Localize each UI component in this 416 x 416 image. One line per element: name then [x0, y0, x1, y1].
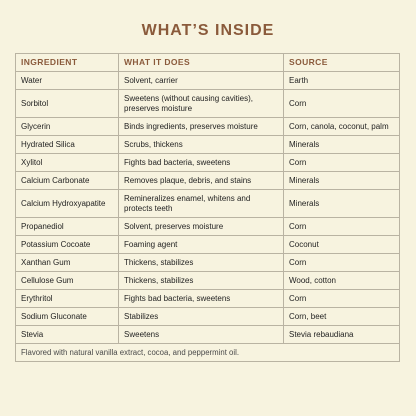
source-cell: Corn, canola, coconut, palm — [284, 118, 400, 136]
ingredient-cell: Calcium Hydroxyapatite — [16, 190, 119, 218]
column-header-source: SOURCE — [284, 54, 400, 72]
function-cell: Scrubs, thickens — [119, 136, 284, 154]
source-cell: Corn — [284, 254, 400, 272]
function-cell: Fights bad bacteria, sweetens — [119, 154, 284, 172]
source-cell: Minerals — [284, 190, 400, 218]
footnote-row — [16, 344, 400, 362]
ingredient-cell: Water — [16, 72, 119, 90]
source-cell: Earth — [284, 72, 400, 90]
table-header-row — [16, 54, 400, 72]
table-row — [16, 236, 400, 254]
column-header-ingredient: INGREDIENT — [16, 54, 119, 72]
table-row — [16, 326, 400, 344]
ingredient-cell: Hydrated Silica — [16, 136, 119, 154]
table-row — [16, 154, 400, 172]
function-cell: Solvent, preserves moisture — [119, 218, 284, 236]
table-row — [16, 190, 400, 218]
table-row — [16, 290, 400, 308]
source-cell: Corn — [284, 290, 400, 308]
ingredient-cell: Potassium Cocoate — [16, 236, 119, 254]
function-cell: Thickens, stabilizes — [119, 254, 284, 272]
function-cell: Fights bad bacteria, sweetens — [119, 290, 284, 308]
table-row — [16, 272, 400, 290]
ingredient-cell: Xanthan Gum — [16, 254, 119, 272]
source-cell: Minerals — [284, 136, 400, 154]
table-row — [16, 254, 400, 272]
function-cell: Thickens, stabilizes — [119, 272, 284, 290]
source-cell: Coconut — [284, 236, 400, 254]
source-cell: Minerals — [284, 172, 400, 190]
ingredients-table — [15, 53, 400, 362]
ingredient-cell: Sorbitol — [16, 90, 119, 118]
source-cell: Corn — [284, 154, 400, 172]
function-cell: Solvent, carrier — [119, 72, 284, 90]
ingredient-cell: Propanediol — [16, 218, 119, 236]
source-cell: Corn — [284, 90, 400, 118]
function-cell: Sweetens — [119, 326, 284, 344]
ingredient-cell: Erythritol — [16, 290, 119, 308]
ingredient-cell: Sodium Gluconate — [16, 308, 119, 326]
function-cell: Stabilizes — [119, 308, 284, 326]
table-row — [16, 172, 400, 190]
ingredient-cell: Stevia — [16, 326, 119, 344]
source-cell: Corn — [284, 218, 400, 236]
table-row — [16, 72, 400, 90]
table-row — [16, 136, 400, 154]
function-cell: Foaming agent — [119, 236, 284, 254]
function-cell: Removes plaque, debris, and stains — [119, 172, 284, 190]
source-cell: Wood, cotton — [284, 272, 400, 290]
table-row — [16, 218, 400, 236]
function-cell: Binds ingredients, preserves moisture — [119, 118, 284, 136]
ingredient-cell: Xylitol — [16, 154, 119, 172]
ingredient-cell: Calcium Carbonate — [16, 172, 119, 190]
column-header-what-it-does: WHAT IT DOES — [119, 54, 284, 72]
ingredient-cell: Glycerin — [16, 118, 119, 136]
table-row — [16, 308, 400, 326]
source-cell: Corn, beet — [284, 308, 400, 326]
ingredient-cell: Cellulose Gum — [16, 272, 119, 290]
table-row — [16, 90, 400, 118]
page-title: WHAT’S INSIDE — [141, 22, 275, 39]
table-row — [16, 118, 400, 136]
footnote: Flavored with natural vanilla extract, cocoa, and peppermint oil. — [16, 344, 400, 362]
source-cell: Stevia rebaudiana — [284, 326, 400, 344]
function-cell: Sweetens (without causing cavities), preserves moisture — [119, 90, 284, 118]
function-cell: Remineralizes enamel, whitens and protects teeth — [119, 190, 284, 218]
